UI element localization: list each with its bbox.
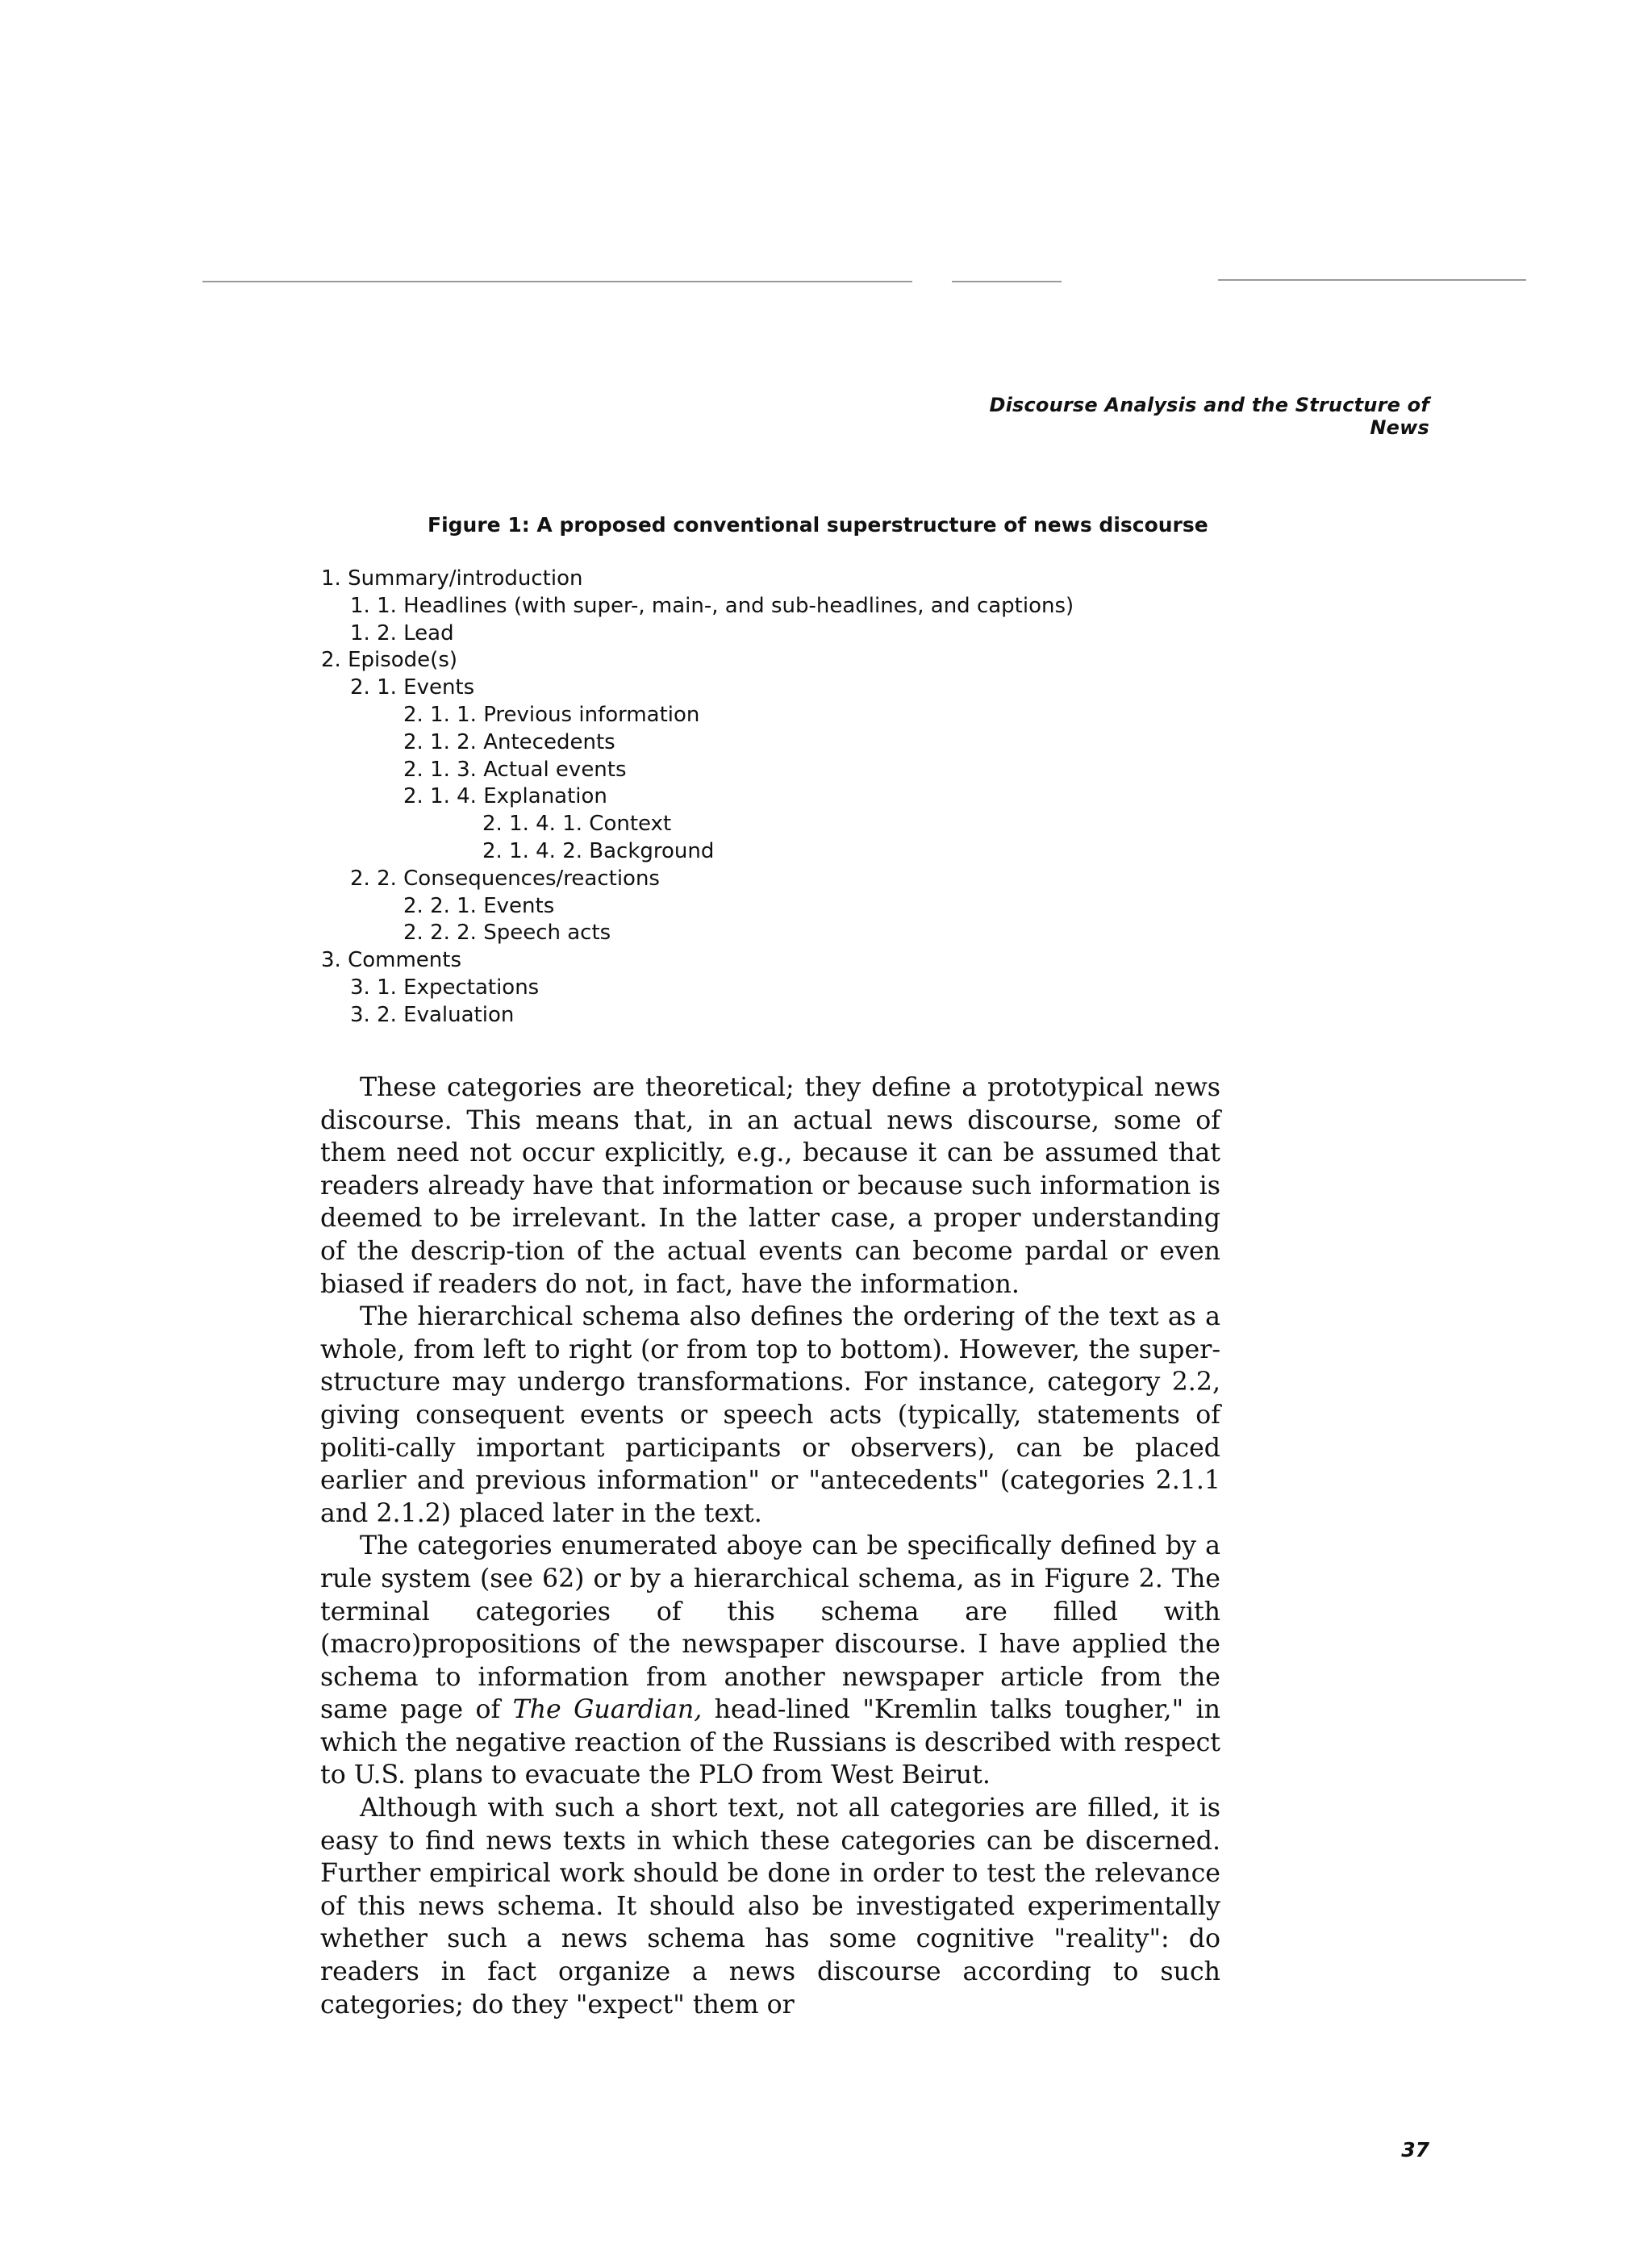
paragraph-2: The hierarchical schema also defines the ordering of the text as a whole, from left to right (or from top to bottom). However, the super-structure may undergo transformations. For instance, category 2.2, giving consequent events or speech acts (typically, statements of politi-cally important participants or observers), can be placed earlier and previous information" or "antecedents" (categories 2.1.1 and 2.1.2) placed later in the text. (320, 1302, 1220, 1528)
body-text (320, 1071, 1220, 2021)
outline-item: 2. 2. 2. Speech acts (403, 921, 611, 946)
outline-item: 2. 1. 4. Explanation (403, 784, 607, 809)
outline-item: 3. Comments (321, 948, 462, 973)
outline-item: 2. 2. 1. Events (403, 893, 555, 918)
figure-outline (321, 566, 1074, 1030)
top-rule-right (1218, 279, 1526, 281)
outline-item: 2. Episode(s) (321, 648, 458, 673)
outline-item: 2. 1. 4. 2. Background (482, 838, 715, 863)
outline-item: 1. 2. Lead (350, 620, 454, 645)
outline-item: 3. 1. Expectations (350, 975, 540, 1000)
outline-item: 2. 1. 1. Previous information (403, 702, 700, 727)
page-number: 37 (1401, 2138, 1429, 2161)
running-head-title: Discourse Analysis and the Structure of News (989, 394, 1429, 439)
paragraph-3-text-b: head-lined "Kremlin talks tougher," in which the negative reaction of the Russians is described with respect to U.S. plans to evacuate the PLO from West Beirut. (320, 1695, 1220, 1790)
outline-item: 2. 1. 4. 1. Context (482, 812, 672, 837)
top-rule-middle (952, 281, 1062, 282)
outline-item: 2. 1. 2. Antecedents (403, 729, 615, 754)
outline-item: 3. 2. Evaluation (350, 1002, 515, 1027)
newspaper-title: The Guardian, (512, 1695, 703, 1725)
paragraph-3 (320, 1530, 1220, 1792)
paragraph-3-text-a: The categories enumerated aboye can be specifically defined by a rule system (see 62) or by a hierarchical schema, as in Figure 2. The terminal categories of this schema are filled with (macro)propositions of the newspaper discourse. I have applied the schema to information from another newspaper article from the same page of (320, 1531, 1220, 1725)
top-rule-left (202, 281, 912, 282)
outline-item: 1. Summary/introduction (321, 566, 583, 591)
figure-caption: Figure 1: A proposed conventional superstructure of news discourse (428, 513, 1208, 537)
outline-item: 2. 1. Events (350, 675, 475, 700)
outline-item: 1. 1. Headlines (with super-, main-, and sub-headlines, and captions) (350, 593, 1074, 618)
outline-item: 2. 2. Consequences/reactions (350, 866, 660, 891)
paragraph-1: These categories are theoretical; they define a prototypical news discourse. This means that, in an actual news discourse, some of them need not occur explicitly, e.g., because it can be assumed that readers already have that information or because such information is deemed to be irrelevant. In the latter case, a proper understanding of the descrip-tion of the actual events can become pardal or even biased if readers do not, in fact, have the information. (320, 1073, 1220, 1299)
paragraph-4: Although with such a short text, not all categories are filled, it is easy to find news texts in which these categories can be discerned. Further empirical work should be done in order to test the relevance of this news schema. It should also be investigated experimentally whether such a news schema has some cognitive "reality": do readers in fact organize a news discourse according to such categories; do they "expect" them or (320, 1794, 1220, 2019)
outline-item: 2. 1. 3. Actual events (403, 757, 627, 782)
